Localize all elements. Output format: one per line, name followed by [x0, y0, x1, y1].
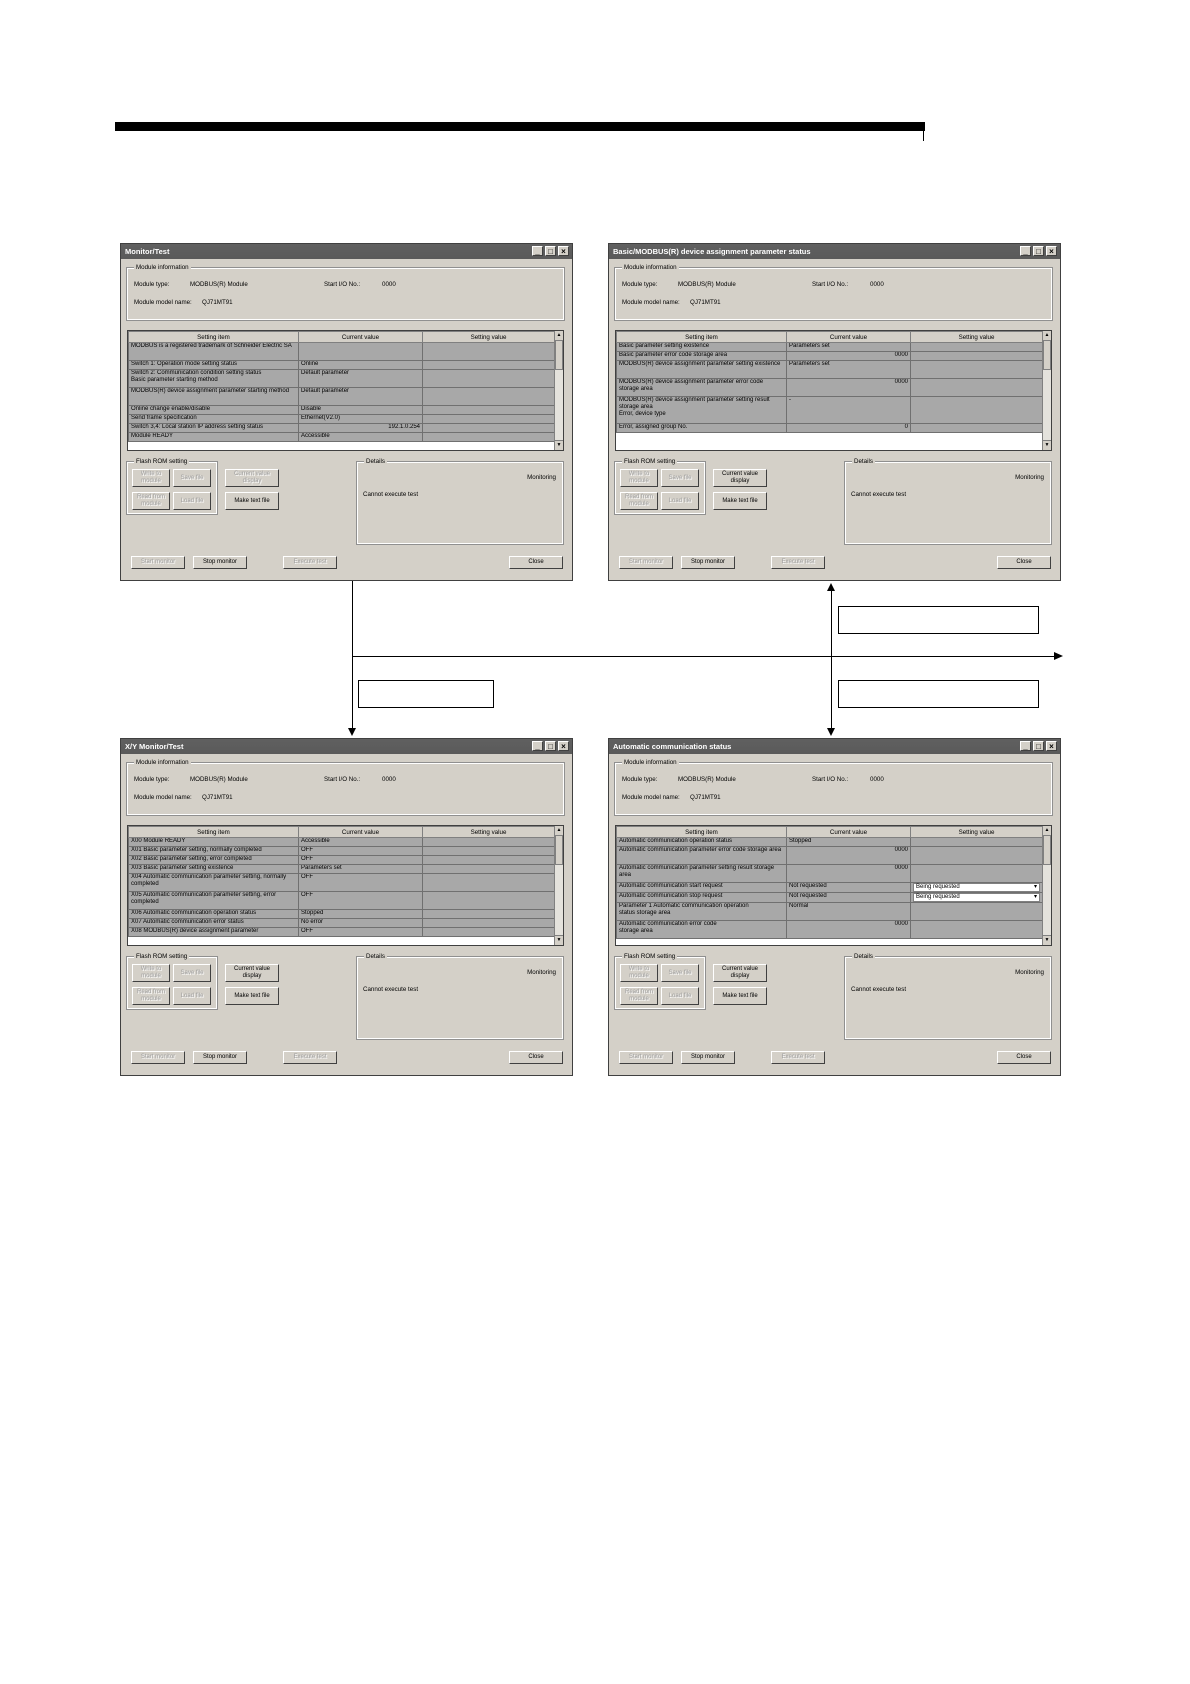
settings-table[interactable] — [615, 330, 1052, 451]
table-row[interactable] — [129, 910, 555, 919]
maximize-icon[interactable]: □ — [545, 246, 556, 256]
save-file-button[interactable]: Save file — [661, 469, 699, 487]
close-icon[interactable]: × — [1046, 246, 1057, 256]
setting-value-cell[interactable] — [423, 424, 555, 433]
module-model-label: Module model name: — [134, 794, 192, 801]
details-label: Details — [854, 458, 873, 465]
module-type-value: MODBUS(R) Module — [678, 776, 736, 783]
setting-value-cell[interactable] — [911, 838, 1043, 847]
table-row[interactable] — [129, 847, 555, 856]
setting-item-cell: X00 Module READY — [129, 838, 299, 847]
xy-monitor-test-window — [120, 738, 573, 1076]
settings-table[interactable] — [127, 330, 564, 451]
setting-item-cell: X06 Automatic communication operation status — [129, 910, 299, 919]
setting-item-cell: Switch 1: Operation mode setting status — [129, 361, 299, 370]
setting-value-cell[interactable] — [423, 865, 555, 874]
close-button[interactable]: Close — [997, 1051, 1051, 1064]
setting-item-cell: Automatic communication parameter error code storage area — [617, 847, 787, 865]
settings-table[interactable] — [127, 825, 564, 946]
scroll-up-icon[interactable]: ▲ — [555, 826, 563, 836]
details-label: Details — [366, 953, 385, 960]
settings-table[interactable] — [615, 825, 1052, 946]
current-value-cell — [299, 343, 423, 361]
setting-item-cell: X08 MODBUS(R) device assignment parameter — [129, 928, 299, 937]
flash-rom-label: Flash ROM setting — [624, 458, 676, 465]
close-icon[interactable]: × — [1046, 741, 1057, 751]
current-value-cell: OFF — [299, 892, 423, 910]
scroll-down-icon[interactable]: ▼ — [1044, 937, 1050, 943]
chevron-down-icon: ▾ — [1033, 894, 1037, 900]
current-value-cell: No error — [299, 919, 423, 928]
current-value-cell: Normal — [787, 903, 911, 921]
table-row[interactable] — [129, 343, 555, 361]
start-io-label: Start I/O No.: — [324, 281, 361, 288]
setting-value-cell[interactable] — [911, 903, 1043, 921]
table-row[interactable] — [129, 388, 555, 406]
stop-monitor-button[interactable]: Stop monitor — [193, 1051, 247, 1064]
table-row[interactable] — [129, 838, 555, 847]
maximize-icon[interactable]: □ — [1033, 246, 1044, 256]
scroll-up-icon[interactable]: ▲ — [1043, 331, 1051, 341]
details-message: Cannot execute test — [363, 491, 419, 498]
setting-value-cell[interactable] — [423, 361, 555, 370]
current-value-cell: 0000 — [787, 847, 911, 865]
setting-item-cell: Automatic communication operation status — [617, 838, 787, 847]
window-title: X/Y Monitor/Test — [125, 742, 184, 751]
connector-horizontal — [352, 656, 1055, 657]
module-type-label: Module type: — [622, 281, 658, 288]
setting-item-cell: Module READY — [129, 433, 299, 442]
setting-item-cell: MODBUS is a registered trademark of Schneider Electric SA — [129, 343, 299, 361]
table-row[interactable] — [129, 370, 555, 388]
write-to-module-button[interactable]: Write to module — [132, 469, 170, 487]
table-row[interactable] — [617, 903, 1043, 921]
column-header-setting-value[interactable]: Setting value — [423, 827, 555, 838]
write-to-module-button[interactable]: Write to module — [620, 469, 658, 487]
table-row[interactable] — [129, 919, 555, 928]
setting-item-cell: X07 Automatic communication error status — [129, 919, 299, 928]
start-io-label: Start I/O No.: — [812, 281, 849, 288]
setting-value-cell[interactable] — [423, 856, 555, 865]
start-monitor-button[interactable]: Start monitor — [619, 556, 673, 569]
details-message: Cannot execute test — [363, 986, 419, 993]
setting-value-cell[interactable] — [423, 406, 555, 415]
current-value-cell: Stopped — [787, 838, 911, 847]
table-row[interactable] — [617, 865, 1043, 883]
monitoring-status: Monitoring — [1015, 474, 1044, 481]
setting-value-cell[interactable] — [423, 388, 555, 406]
setting-item-cell: Basic parameter error code storage area — [617, 352, 787, 361]
setting-value-cell[interactable] — [911, 921, 1043, 939]
window-titlebar[interactable] — [121, 244, 572, 259]
current-value-cell: OFF — [299, 856, 423, 865]
setting-item-cell: X02 Basic parameter setting, error completed — [129, 856, 299, 865]
setting-item-cell: MODBUS(R) device assignment parameter setting result storage area Error, device type — [617, 397, 787, 424]
load-file-button[interactable]: Load file — [173, 492, 211, 510]
table-row[interactable] — [129, 424, 555, 433]
window-titlebar[interactable] — [609, 244, 1060, 259]
setting-value-cell[interactable] — [423, 838, 555, 847]
monitoring-status: Monitoring — [527, 969, 556, 976]
page-header-rule — [115, 122, 925, 131]
monitoring-status: Monitoring — [1015, 969, 1044, 976]
current-value-cell: Accessible — [299, 433, 423, 442]
module-information-label: Module information — [624, 264, 677, 271]
column-header-current-value[interactable]: Current value — [787, 827, 911, 838]
window-title: Monitor/Test — [125, 247, 170, 256]
setting-item-cell: Automatic communication parameter setting result storage area — [617, 865, 787, 883]
setting-value-cell[interactable] — [423, 343, 555, 361]
scroll-up-icon[interactable]: ▲ — [1043, 826, 1051, 836]
current-value-cell: Accessible — [299, 838, 423, 847]
table-row[interactable] — [129, 856, 555, 865]
setting-value-dropdown[interactable] — [913, 893, 1040, 902]
table-row[interactable] — [617, 352, 1043, 361]
module-information-group — [127, 264, 564, 320]
current-value-cell: Disable — [299, 406, 423, 415]
arrow-right — [1054, 652, 1063, 660]
module-type-label: Module type: — [134, 776, 170, 783]
close-icon[interactable]: × — [558, 741, 569, 751]
column-header-setting-value[interactable]: Setting value — [423, 332, 555, 343]
details-label: Details — [366, 458, 385, 465]
vertical-scrollbar[interactable] — [1042, 331, 1051, 450]
connector-vertical-right — [831, 590, 832, 730]
current-value-cell: Not requested — [787, 893, 911, 903]
minimize-icon[interactable]: _ — [532, 246, 543, 256]
read-from-module-button[interactable]: Read from module — [620, 987, 658, 1005]
stop-monitor-button[interactable]: Stop monitor — [681, 556, 735, 569]
current-value-cell: Not requested — [787, 883, 911, 893]
setting-item-cell: MODBUS(R) device assignment parameter setting existence — [617, 361, 787, 379]
automatic-communication-status-window — [608, 738, 1061, 1076]
window-titlebar[interactable] — [609, 739, 1060, 754]
maximize-icon[interactable]: □ — [1033, 741, 1044, 751]
column-header-setting-item[interactable]: Setting item — [617, 827, 787, 838]
module-type-label: Module type: — [622, 776, 658, 783]
load-file-button[interactable]: Load file — [661, 492, 699, 510]
flash-rom-label: Flash ROM setting — [624, 953, 676, 960]
setting-value-cell[interactable] — [423, 433, 555, 442]
start-io-value: 0000 — [382, 776, 396, 783]
current-value-cell: Ethernet(V2.0) — [299, 415, 423, 424]
minimize-icon[interactable]: _ — [532, 741, 543, 751]
start-monitor-button[interactable]: Start monitor — [131, 556, 185, 569]
execute-test-button[interactable]: Execute test — [771, 556, 825, 569]
current-value-cell: Parameters set — [787, 361, 911, 379]
setting-value-cell[interactable] — [911, 352, 1043, 361]
module-type-value: MODBUS(R) Module — [190, 776, 248, 783]
setting-item-cell: MODBUS(R) device assignment parameter starting method — [129, 388, 299, 406]
current-value-cell: Stopped — [299, 910, 423, 919]
module-information-group — [127, 759, 564, 815]
setting-value-cell[interactable] — [423, 415, 555, 424]
scroll-down-icon[interactable]: ▼ — [556, 442, 562, 448]
module-type-value: MODBUS(R) Module — [190, 281, 248, 288]
start-monitor-button[interactable]: Start monitor — [619, 1051, 673, 1064]
current-value-cell: 0000 — [787, 352, 911, 361]
current-value-cell: Default parameter — [299, 388, 423, 406]
column-header-setting-item[interactable]: Setting item — [129, 332, 299, 343]
column-header-setting-value[interactable]: Setting value — [911, 332, 1043, 343]
table-row[interactable] — [617, 883, 1043, 893]
current-value-cell: OFF — [299, 847, 423, 856]
table-row[interactable] — [617, 397, 1043, 424]
details-label: Details — [854, 953, 873, 960]
setting-item-cell: Switch 3,4: Local station IP address setting status — [129, 424, 299, 433]
write-to-module-button[interactable]: Write to module — [132, 964, 170, 982]
table-row[interactable] — [617, 893, 1043, 903]
make-text-file-button[interactable]: Make text file — [713, 492, 767, 510]
close-button[interactable]: Close — [509, 556, 563, 569]
read-from-module-button[interactable]: Read from module — [132, 492, 170, 510]
table-row[interactable] — [129, 361, 555, 370]
column-header-current-value[interactable]: Current value — [787, 332, 911, 343]
page-header-tick — [923, 131, 924, 141]
minimize-icon[interactable]: _ — [1020, 246, 1031, 256]
close-button[interactable]: Close — [997, 556, 1051, 569]
column-header-current-value[interactable]: Current value — [299, 827, 423, 838]
column-header-setting-item[interactable]: Setting item — [617, 332, 787, 343]
module-type-value: MODBUS(R) Module — [678, 281, 736, 288]
save-file-button[interactable]: Save file — [661, 964, 699, 982]
setting-item-cell: Switch 2: Communication condition setting status Basic parameter starting method — [129, 370, 299, 388]
setting-value-cell[interactable] — [423, 928, 555, 937]
module-information-group — [615, 264, 1052, 320]
setting-value-cell[interactable] — [911, 397, 1043, 424]
setting-item-cell: X03 Basic parameter setting existence — [129, 865, 299, 874]
execute-test-button[interactable]: Execute test — [771, 1051, 825, 1064]
table-row[interactable] — [129, 928, 555, 937]
module-model-value: QJ71MT91 — [202, 794, 233, 801]
module-information-label: Module information — [624, 759, 677, 766]
scroll-down-icon[interactable]: ▼ — [1044, 442, 1050, 448]
save-file-button[interactable]: Save file — [173, 964, 211, 982]
start-io-value: 0000 — [870, 281, 884, 288]
setting-value-cell[interactable] — [423, 910, 555, 919]
save-file-button[interactable]: Save file — [173, 469, 211, 487]
setting-value-cell[interactable] — [423, 919, 555, 928]
setting-value-cell[interactable] — [423, 892, 555, 910]
current-value-cell: Default parameter — [299, 370, 423, 388]
read-from-module-button[interactable]: Read from module — [132, 987, 170, 1005]
execute-test-button[interactable]: Execute test — [283, 556, 337, 569]
current-value-cell: - — [787, 397, 911, 424]
make-text-file-button[interactable]: Make text file — [225, 492, 279, 510]
module-model-value: QJ71MT91 — [690, 299, 721, 306]
setting-value-cell[interactable] — [911, 883, 1043, 893]
current-value-cell: OFF — [299, 874, 423, 892]
setting-item-cell: Automatic communication start request — [617, 883, 787, 893]
close-icon[interactable]: × — [558, 246, 569, 256]
current-value-cell: Parameters set — [787, 343, 911, 352]
start-io-label: Start I/O No.: — [812, 776, 849, 783]
column-header-setting-item[interactable]: Setting item — [129, 827, 299, 838]
table-row[interactable] — [617, 343, 1043, 352]
stop-monitor-button[interactable]: Stop monitor — [681, 1051, 735, 1064]
execute-test-button[interactable]: Execute test — [283, 1051, 337, 1064]
dropdown-value: Being requested — [916, 884, 960, 890]
current-value-display-button[interactable]: Current value display — [225, 964, 279, 982]
arrow-up-right — [827, 583, 835, 591]
module-model-value: QJ71MT91 — [202, 299, 233, 306]
close-button[interactable]: Close — [509, 1051, 563, 1064]
scroll-thumb[interactable] — [1043, 835, 1051, 865]
start-io-value: 0000 — [382, 281, 396, 288]
current-value-cell: OFF — [299, 928, 423, 937]
module-model-label: Module model name: — [622, 299, 680, 306]
arrow-down-left — [348, 728, 356, 736]
dropdown-value: Being requested — [916, 894, 960, 900]
window-title: Basic/MODBUS(R) device assignment parameter status — [613, 247, 811, 256]
setting-item-cell: Automatic communication error code storage area — [617, 921, 787, 939]
table-row[interactable] — [129, 415, 555, 424]
window-title: Automatic communication status — [613, 742, 732, 751]
label-box-upper-right — [838, 606, 1039, 634]
start-io-label: Start I/O No.: — [324, 776, 361, 783]
setting-value-cell[interactable] — [423, 847, 555, 856]
table-row[interactable] — [617, 838, 1043, 847]
make-text-file-button[interactable]: Make text file — [225, 987, 279, 1005]
module-model-label: Module model name: — [134, 299, 192, 306]
monitoring-status: Monitoring — [527, 474, 556, 481]
setting-item-cell: MODBUS(R) device assignment parameter error code storage area — [617, 379, 787, 397]
setting-item-cell: X04 Automatic communication parameter setting, normally completed — [129, 874, 299, 892]
setting-item-cell: Automatic communication stop request — [617, 893, 787, 903]
table-row[interactable] — [129, 892, 555, 910]
details-group — [845, 458, 1051, 544]
current-value-cell: 0000 — [787, 865, 911, 883]
chevron-down-icon: ▾ — [1033, 884, 1037, 890]
column-header-current-value[interactable]: Current value — [299, 332, 423, 343]
module-information-group — [615, 759, 1052, 815]
module-information-label: Module information — [136, 264, 189, 271]
flash-rom-label: Flash ROM setting — [136, 458, 188, 465]
details-message: Cannot execute test — [851, 986, 907, 993]
basic-modbus-parameter-status-window — [608, 243, 1061, 581]
current-value-cell: 192.1.0.254 — [299, 424, 423, 433]
setting-value-cell[interactable] — [911, 865, 1043, 883]
setting-value-cell[interactable] — [423, 370, 555, 388]
setting-value-cell[interactable] — [911, 361, 1043, 379]
read-from-module-button[interactable]: Read from module — [620, 492, 658, 510]
label-box-left — [358, 680, 494, 708]
module-information-label: Module information — [136, 759, 189, 766]
current-value-cell: Parameters set — [299, 865, 423, 874]
current-value-cell: 0000 — [787, 921, 911, 939]
setting-item-cell: Send frame specification — [129, 415, 299, 424]
setting-value-cell[interactable] — [911, 893, 1043, 903]
flash-rom-label: Flash ROM setting — [136, 953, 188, 960]
maximize-icon[interactable]: □ — [545, 741, 556, 751]
current-value-display-button[interactable]: Current value display — [713, 469, 767, 487]
minimize-icon[interactable]: _ — [1020, 741, 1031, 751]
table-row[interactable] — [129, 874, 555, 892]
start-monitor-button[interactable]: Start monitor — [131, 1051, 185, 1064]
start-io-value: 0000 — [870, 776, 884, 783]
current-value-cell: 0 — [787, 424, 911, 433]
table-row[interactable] — [129, 865, 555, 874]
details-group — [357, 458, 563, 544]
scroll-up-icon[interactable]: ▲ — [555, 331, 563, 341]
table-row[interactable] — [617, 379, 1043, 397]
current-value-display-button[interactable]: Current value display — [713, 964, 767, 982]
details-group — [357, 953, 563, 1039]
table-row[interactable] — [129, 433, 555, 442]
setting-item-cell: Online change enable/disable — [129, 406, 299, 415]
load-file-button[interactable]: Load file — [173, 987, 211, 1005]
label-box-lower-right — [838, 680, 1039, 708]
scroll-thumb[interactable] — [555, 340, 563, 370]
arrow-down-right — [827, 728, 835, 736]
setting-item-cell: X01 Basic parameter setting, normally completed — [129, 847, 299, 856]
setting-value-cell[interactable] — [911, 343, 1043, 352]
column-header-setting-value[interactable]: Setting value — [911, 827, 1043, 838]
setting-value-cell[interactable] — [911, 424, 1043, 433]
window-titlebar[interactable] — [121, 739, 572, 754]
scroll-thumb[interactable] — [555, 835, 563, 865]
setting-item-cell: Parameter 1 Automatic communication operation status storage area — [617, 903, 787, 921]
monitor-test-window — [120, 243, 573, 581]
scroll-down-icon[interactable]: ▼ — [556, 937, 562, 943]
vertical-scrollbar[interactable] — [1042, 826, 1051, 945]
module-model-value: QJ71MT91 — [690, 794, 721, 801]
current-value-display-button[interactable]: Current value display — [225, 469, 279, 487]
write-to-module-button[interactable]: Write to module — [620, 964, 658, 982]
table-row[interactable] — [617, 847, 1043, 865]
table-row[interactable] — [617, 921, 1043, 939]
details-group — [845, 953, 1051, 1039]
setting-value-cell[interactable] — [911, 379, 1043, 397]
table-row[interactable] — [617, 424, 1043, 433]
setting-item-cell: Error, assigned group No. — [617, 424, 787, 433]
setting-value-cell[interactable] — [423, 874, 555, 892]
setting-item-cell: Basic parameter setting existence — [617, 343, 787, 352]
scroll-thumb[interactable] — [1043, 340, 1051, 370]
setting-value-dropdown[interactable] — [913, 883, 1040, 892]
make-text-file-button[interactable]: Make text file — [713, 987, 767, 1005]
stop-monitor-button[interactable]: Stop monitor — [193, 556, 247, 569]
module-type-label: Module type: — [134, 281, 170, 288]
setting-value-cell[interactable] — [911, 847, 1043, 865]
table-row[interactable] — [129, 406, 555, 415]
details-message: Cannot execute test — [851, 491, 907, 498]
table-row[interactable] — [617, 361, 1043, 379]
load-file-button[interactable]: Load file — [661, 987, 699, 1005]
setting-item-cell: X05 Automatic communication parameter setting, error completed — [129, 892, 299, 910]
vertical-scrollbar[interactable] — [554, 331, 563, 450]
vertical-scrollbar[interactable] — [554, 826, 563, 945]
module-model-label: Module model name: — [622, 794, 680, 801]
current-value-cell: Online — [299, 361, 423, 370]
current-value-cell: 0000 — [787, 379, 911, 397]
